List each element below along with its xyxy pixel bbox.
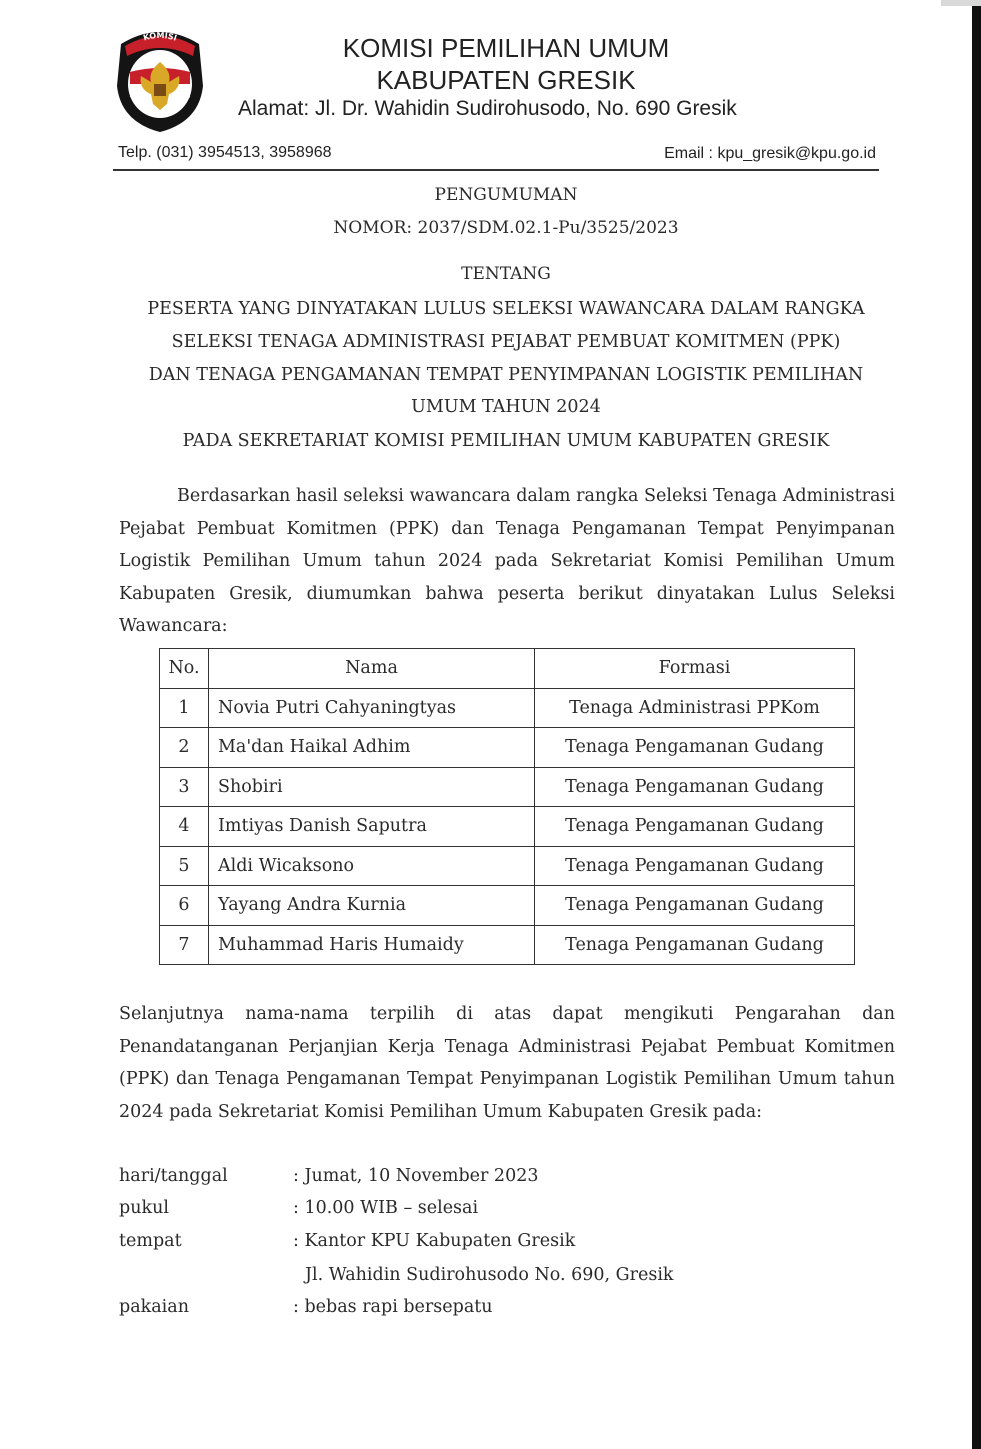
schedule-place-address: Jl. Wahidin Sudirohusodo No. 690, Gresik	[305, 1265, 674, 1285]
participants-table	[159, 648, 855, 965]
row-nama: Muhammad Haris Humaidy	[209, 925, 535, 965]
table-row	[160, 846, 855, 886]
table-row	[160, 886, 855, 926]
org-name-line2: KABUPATEN GRESIK	[376, 65, 636, 95]
row-formasi: Tenaga Pengamanan Gudang	[535, 925, 855, 965]
schedule-dress-row	[119, 1297, 493, 1317]
intro-text: Berdasarkan hasil seleksi wawancara dalam rangka Seleksi Tenaga Administrasi Pejabat Pembuat Komitmen (PPK) dan Tenaga Pengamanan Tempat Penyimpanan Logistik Pemilihan Umum tahun 2024 pada Sekretariat Komisi Pemilihan Umum Kabupaten Gresik, diumumkan bahwa peserta berikut dinyatakan Lulus Seleksi Wawancara:	[119, 486, 895, 636]
intro-paragraph	[119, 480, 895, 643]
table-row	[160, 925, 855, 965]
row-nama: Ma'dan Haikal Adhim	[209, 728, 535, 768]
doc-number: NOMOR: 2037/SDM.02.1-Pu/3525/2023	[333, 218, 679, 238]
svg-text:PEMILIHAN UMUM: PEMILIHAN UMUM	[127, 92, 193, 119]
doc-title-line: DAN TENAGA PENGAMANAN TEMPAT PENYIMPANAN LOGISTIK PEMILIHAN	[148, 365, 864, 385]
doc-title-line: PADA SEKRETARIAT KOMISI PEMILIHAN UMUM KABUPATEN GRESIK	[182, 431, 830, 451]
row-no: 4	[160, 807, 209, 847]
scan-edge	[972, 0, 981, 1449]
row-formasi: Tenaga Pengamanan Gudang	[535, 807, 855, 847]
schedule-dress-value: : bebas rapi bersepatu	[293, 1297, 493, 1317]
letterhead-divider	[113, 169, 879, 171]
header-nama: Nama	[209, 649, 535, 689]
doc-title-line: SELEKSI TENAGA ADMINISTRASI PEJABAT PEMBUAT KOMITMEN (PPK)	[171, 332, 841, 352]
row-nama: Novia Putri Cahyaningtyas	[209, 688, 535, 728]
table-row	[160, 807, 855, 847]
row-formasi: Tenaga Pengamanan Gudang	[535, 767, 855, 807]
row-nama: Aldi Wicaksono	[209, 846, 535, 886]
org-email: Email : kpu_gresik@kpu.go.id	[664, 145, 876, 162]
schedule-date-label: hari/tanggal	[119, 1166, 228, 1186]
schedule-place-row	[119, 1231, 575, 1251]
followup-paragraph	[119, 998, 895, 1128]
row-formasi: Tenaga Administrasi PPKom	[535, 688, 855, 728]
table-row	[160, 767, 855, 807]
row-formasi: Tenaga Pengamanan Gudang	[535, 728, 855, 768]
header-no: No.	[160, 649, 209, 689]
kpu-garuda-logo-icon	[111, 24, 209, 134]
org-phone: Telp. (031) 3954513, 3958968	[118, 144, 332, 161]
schedule-date-value: : Jumat, 10 November 2023	[293, 1166, 539, 1186]
doc-about: TENTANG	[461, 264, 551, 284]
org-name-line1: KOMISI PEMILIHAN UMUM	[342, 33, 670, 63]
header-formasi: Formasi	[535, 649, 855, 689]
table-header-row	[160, 649, 855, 689]
table-row	[160, 728, 855, 768]
row-no: 5	[160, 846, 209, 886]
row-no: 2	[160, 728, 209, 768]
row-nama: Yayang Andra Kurnia	[209, 886, 535, 926]
doc-type: PENGUMUMAN	[434, 185, 578, 205]
row-formasi: Tenaga Pengamanan Gudang	[535, 886, 855, 926]
org-address: Alamat: Jl. Dr. Wahidin Sudirohusodo, No. 690 Gresik	[238, 97, 737, 120]
row-no: 1	[160, 688, 209, 728]
schedule-time-value: : 10.00 WIB – selesai	[293, 1198, 479, 1218]
schedule-place-value: : Kantor KPU Kabupaten Gresik	[293, 1231, 576, 1251]
schedule-date-row	[119, 1166, 538, 1186]
schedule-time-label: pukul	[119, 1198, 169, 1218]
schedule-place-label: tempat	[119, 1231, 182, 1251]
row-no: 7	[160, 925, 209, 965]
schedule-time-row	[119, 1198, 478, 1218]
doc-title-line: UMUM TAHUN 2024	[411, 397, 601, 417]
doc-title-line: PESERTA YANG DINYATAKAN LULUS SELEKSI WAWANCARA DALAM RANGKA	[147, 299, 865, 319]
scan-edge-top	[941, 0, 981, 6]
row-no: 3	[160, 767, 209, 807]
row-no: 6	[160, 886, 209, 926]
row-nama: Shobiri	[209, 767, 535, 807]
schedule-dress-label: pakaian	[119, 1297, 189, 1317]
followup-text: Selanjutnya nama-nama terpilih di atas dapat mengikuti Pengarahan dan Penandatanganan Perjanjian Kerja Tenaga Administrasi Pejabat Pembuat Komitmen (PPK) dan Tenaga Pengamanan Tempat Penyimpanan Logistik Pemilihan Umum tahun 2024 pada Sekretariat Komisi Pemilihan Umum Kabupaten Gresik pada:	[119, 1004, 895, 1122]
row-formasi: Tenaga Pengamanan Gudang	[535, 846, 855, 886]
table-row	[160, 688, 855, 728]
svg-text:KOMISI: KOMISI	[142, 30, 178, 43]
row-nama: Imtiyas Danish Saputra	[209, 807, 535, 847]
